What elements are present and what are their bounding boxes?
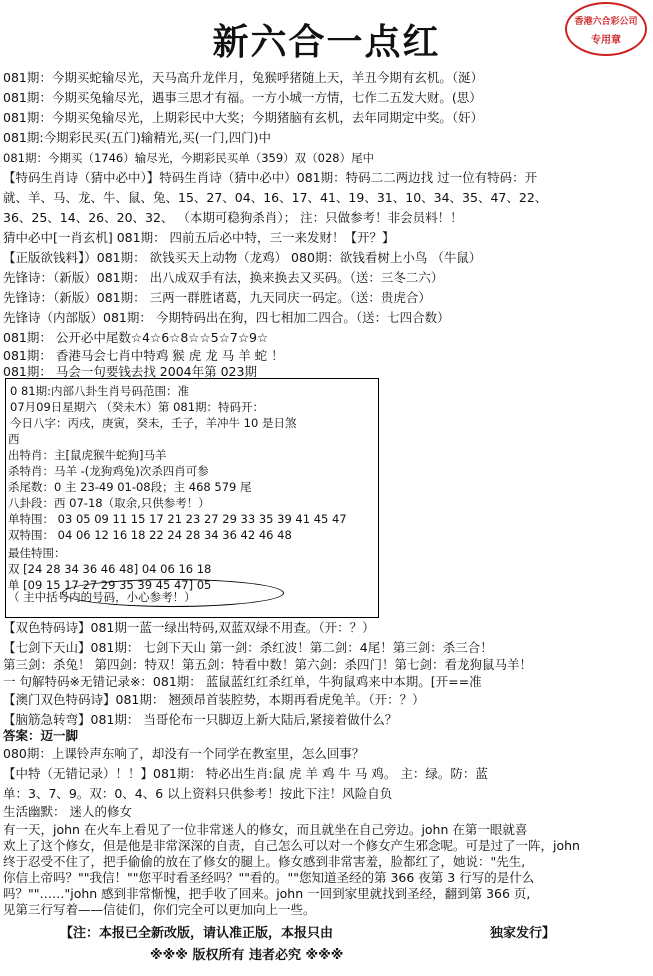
box-line: 今日八字：丙戌，庚寅，癸未，壬子，羊冲牛 10 是日煞 (10, 416, 297, 430)
text-line: 【澳门双色特码诗】081期： 翘颈昂首装腔势，本期再看虎兔羊。（开：？） (3, 692, 425, 707)
box-line: 单 [09 15 17 27 29 35 39 45 47] 05 (8, 578, 212, 592)
text-line: 【中特（无错记录）！！】081期： 特必出生肖:鼠 虎 羊 鸡 牛 马 鸡。 主：绿。防：蓝 (3, 766, 488, 781)
text-line: 第三剑：杀兔！ 第四剑：特双！第五剑：特看中数！第六剑：杀四门！第七剑：看龙狗鼠马羊！ (3, 657, 532, 672)
box-line: 双特围： 04 06 12 16 18 22 24 28 34 36 42 46 48 (8, 528, 292, 542)
text-line: 【特码生肖诗（猜中必中）】特码生肖诗（猜中必中）081期：特码二二两边找 过一位有特码：开 (3, 170, 538, 185)
box-line: 最佳特围： (8, 546, 66, 560)
box-line: 单特围： 03 05 09 11 15 17 21 23 27 29 33 35 39 41 45 47 (8, 512, 347, 526)
text-line: 【双色特码诗】081期一蓝一绿出特码,双蓝双绿不用查。（开：？） (3, 620, 375, 635)
box-line: 07月09日星期六 （癸未木）第 081期：特码开： (10, 400, 265, 414)
text-line: 081期： 公开必中尾数☆4☆6☆8☆☆5☆7☆9☆ (3, 330, 269, 345)
text-line: 081期： 香港马会七肖中特鸡 猴 虎 龙 马 羊 蛇 ！ (3, 348, 284, 363)
footer-notice: 【注：本报已全新改版，请认准正版，本报只由 (60, 926, 334, 941)
text-line: 吗？""……"john 感到非常惭愧，把手收了回来。john 一回到家里就找到圣经，翻到第 366 页, (3, 886, 531, 901)
box-line: 0 81期:内部八卦生肖号码范围：准 (10, 384, 189, 398)
text-line: 单：3、7、9。双：0、4、6 以上资料只供参考！按此下注！风险自负 (3, 786, 393, 801)
text-line: 有一天，john 在火车上看见了一位非常迷人的修女，而且就坐在自己旁边。john 在第一眼就喜 (3, 822, 528, 837)
page-title: 新六合一点红 (212, 21, 441, 63)
note-oval (62, 579, 284, 607)
text-line: 一 句解特码※无错记录※：081期： 蓝鼠蓝红红杀红单，牛狗鼠鸡来中本期。[开==准 (3, 674, 482, 689)
text-line: 生活幽默： 迷人的修女 (3, 804, 132, 819)
text-line: 猜中必中[一肖玄机] 081期： 四前五后必中特，三一来发财！【开？】 (3, 230, 395, 245)
text-line: 080期：上课铃声东响了，却没有一个同学在教室里，怎么回事？ (3, 746, 365, 761)
text-line: 【正版欲钱料】）081期： 欲钱买天上动物（龙鸡） 080期：欲钱看树上小鸟 （牛鼠） (3, 250, 482, 265)
text-line: 081期：今期买蛇输尽光，天马高升龙伴月，兔猴呼猪随上天，羊丑今期有玄机。（涎） (3, 70, 484, 85)
stamp-line1: 香港六合彩公司 (574, 17, 638, 27)
official-seal-stamp (565, 2, 647, 56)
text-line: 欢上了这个修女，但是他是非常深深的自责，自己怎么可以对一个修女产生邪念呢。可是过了一阵，john (3, 838, 580, 853)
text-line: 081期:今期彩民买(五门)输精光,买(一门,四门)中 (3, 130, 272, 145)
text-line: 终于忍受不住了，把手偷偷的放在了修女的腿上。修女感到非常害羞，脸都红了，她说："先生, (3, 854, 526, 869)
box-line: 西 (8, 432, 20, 446)
text-line: 【脑筋急转弯】081期： 当哥伦布一只脚迈上新大陆后,紧接着做什么？ (3, 712, 398, 727)
footer-rights: ※※※ 版权所有 违者必究 ※※※ (150, 948, 344, 963)
stamp-line2: 专用章 (591, 35, 621, 46)
text-line: 先锋诗（内部版）081期： 今期特码出在狗，四七相加二四合。（送：七四合数） (3, 310, 450, 325)
text-line: 081期：今期买兔输尽光，上期彩民中大奖；今期猪脑有玄机，去年同期定中奖。（奸） (3, 110, 484, 125)
text-line: 36、25、14、26、20、32、 （本期可稳狗杀肖）； 注：只做参考！非会员料！！ (3, 210, 463, 225)
text-line: 就、羊、马、龙、牛、鼠、兔、15、27、04、16、17、41、19、31、10、34、35、47、22、 (3, 190, 548, 205)
text-line: 081期：今期买（1746）输尽光，今期彩民买单（359）双（028）尾中 (3, 151, 375, 165)
box-line: 八卦段：西 07-18（取余,只供参考！） (8, 496, 210, 510)
box-line: 双 [24 28 34 36 46 48] 04 06 16 18 (8, 562, 212, 576)
text-line: 先锋诗：（新版）081期： 出八成双手有法，换来换去又买码。（送：三冬二六） (3, 270, 444, 285)
text-line: 见第三行写着——信徒们，你们完全可以更加向上一些。 (3, 902, 316, 917)
box-line: 出特肖：主[鼠虎猴牛蛇狗]马羊 (8, 448, 167, 462)
text-line: 081期：今期买兔输尽光，遇事三思才有福。一方小城一方情，七作二五发大财。(思） (3, 90, 482, 105)
text-line: 你信上帝吗？""我信！""您平时看圣经吗？""看的。""您知道圣经的第 366 夜第 3 行写的是什么 (3, 870, 535, 885)
text-line: 【七剑下天山】081期： 七剑下天山 第一剑：杀红波！第二剑：4尾！第三剑：杀三合！ (3, 640, 493, 655)
box-line: 杀特肖：马羊 -(龙狗鸡兔)次杀四肖可参 (8, 464, 209, 478)
box-line: （ 主中括号内的号码，小心参考！） (8, 590, 196, 604)
text-line: 081期： 马会一句要钱去找 2004年第 023期 (3, 364, 257, 379)
text-line: 先锋诗：（新版）081期： 三两一群胜诸葛，九天同庆一码定。（送：贵虎合） (3, 290, 431, 305)
footer-publisher: 独家发行】 (490, 926, 556, 941)
box-line: 杀尾数：0 主 23-49 01-08段；主 468 579 尾 (8, 480, 252, 494)
text-line: 答案：迈一脚 (3, 728, 79, 743)
